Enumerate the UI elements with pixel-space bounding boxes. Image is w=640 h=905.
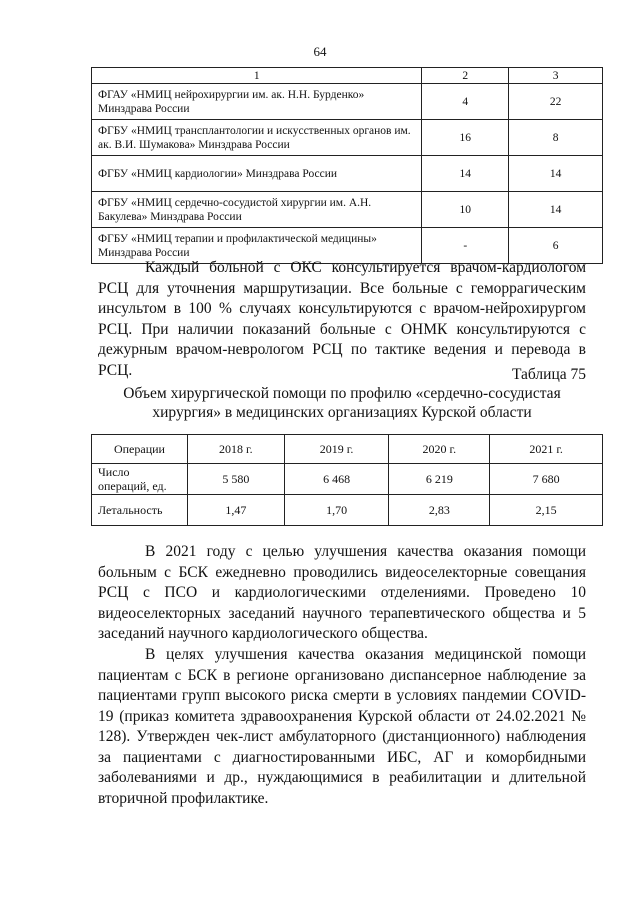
institution-name: ФГБУ «НМИЦ сердечно-сосудистой хирургии им. А.Н. Бакулева» Минздрава России [92,192,422,228]
row-label: Летальность [92,495,188,526]
table-cell: 2,15 [490,495,603,526]
table-row [92,495,603,526]
table-cell: 1,70 [284,495,389,526]
header-cell: 1 [92,68,422,84]
paragraph-consultation: Каждый больной с ОКС консультируется врачом-кардиологом РСЦ для уточнения маршрутизации. Все больные с геморрагическим инсультом в 100 % случаях консультируются с врачом-нейрохирургом РСЦ. При наличии показаний больные с ОНМК консультируются с дежурным врачом-неврологом РСЦ по тактике ведения и перевода в РСЦ. [98,259,586,379]
table-cell: - [422,228,509,264]
table-header-row [92,68,603,84]
table-cell: 14 [422,156,509,192]
table-cell: 2,83 [389,495,490,526]
institution-name: ФГАУ «НМИЦ нейрохирургии им. ак. Н.Н. Бурденко» Минздрава России [92,84,422,120]
header-cell: 2021 г. [490,435,603,464]
surgery-volume-table [91,434,603,526]
table-cell: 8 [509,120,603,156]
table-number-label: Таблица 75 [511,366,586,383]
table-row [92,120,603,156]
table-cell: 14 [509,192,603,228]
table-row [92,84,603,120]
table-row [92,464,603,495]
table-cell: 1,47 [187,495,284,526]
table-header-row [92,435,603,464]
paragraph-dispensary: В целях улучшения качества оказания медицинской помощи пациентам с БСК в регионе организовано диспансерное наблюдение за пациентами групп высокого риска смерти в условиях пандемии COVID-19 (приказ комитета здравоохранения Курской области от 24.02.2021 № 128). Утвержден чек-лист амбулаторного (дистанционного) наблюдения за пациентами с диагностированными ИБС, АГ и коморбидными заболеваниями и др., нуждающимися в реабилитации и длительной вторичной профилактике. [98,646,586,807]
table-title: Объем хирургической помощи по профилю «сердечно-сосудистая хирургия» в медицинских организациях Курской области [123,385,561,421]
table-cell: 14 [509,156,603,192]
header-cell: 2 [422,68,509,84]
table-row [92,156,603,192]
table-cell: 5 580 [187,464,284,495]
institution-name: ФГБУ «НМИЦ терапии и профилактической медицины» Минздрава России [92,228,422,264]
paragraph-videoconference: В 2021 году с целью улучшения качества оказания помощи больным с БСК ежедневно проводились видеоселекторные совещания РСЦ с ПСО и кардиологическими отделениями. Проведено 10 видеоселекторных заседаний научного терапевтического общества и 5 заседаний научного кардиологического общества. [98,543,586,642]
institutions-table [91,67,603,264]
page-number: 64 [313,44,327,59]
table-cell: 4 [422,84,509,120]
table-cell: 10 [422,192,509,228]
institution-name: ФГБУ «НМИЦ трансплантологии и искусственных органов им. ак. В.И. Шумакова» Минздрава России [92,120,422,156]
table-cell: 6 [509,228,603,264]
table-row [92,192,603,228]
header-cell: Операции [92,435,188,464]
header-cell: 2018 г. [187,435,284,464]
header-cell: 2019 г. [284,435,389,464]
table-cell: 22 [509,84,603,120]
header-cell: 2020 г. [389,435,490,464]
institution-name: ФГБУ «НМИЦ кардиологии» Минздрава России [92,156,422,192]
row-label: Число операций, ед. [92,464,188,495]
table-cell: 6 219 [389,464,490,495]
header-cell: 3 [509,68,603,84]
table-cell: 7 680 [490,464,603,495]
table-cell: 16 [422,120,509,156]
table-cell: 6 468 [284,464,389,495]
